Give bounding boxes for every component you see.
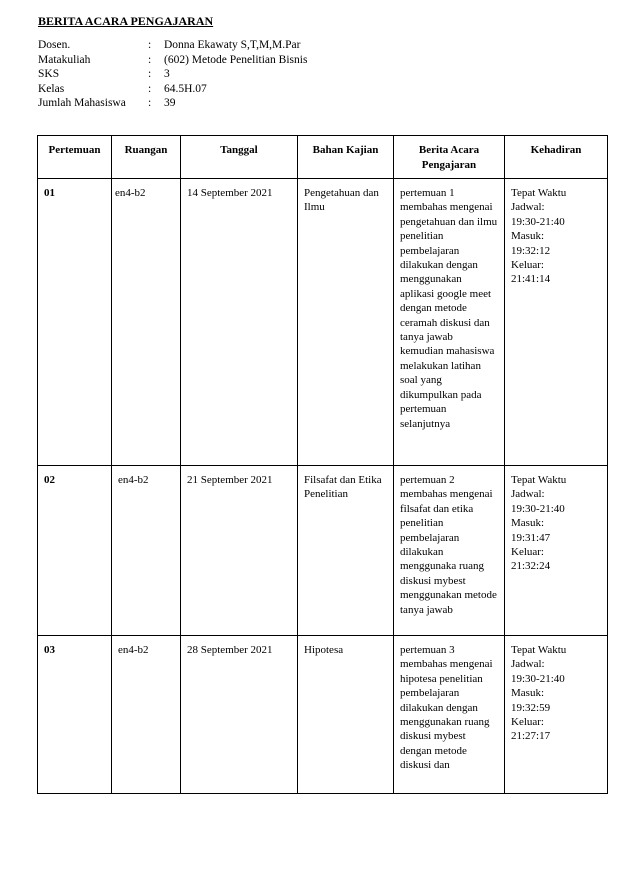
kehadiran-masuk-label: Masuk: [511,687,544,700]
header-kehadiran: Kehadiran [505,136,608,179]
info-label: SKS [38,68,60,80]
cell-kehadiran [505,466,608,636]
info-label: Dosen. [38,39,71,51]
kehadiran-jadwal: 19:30-21:40 [511,502,565,515]
info-label: Jumlah Mahasiswa [38,97,126,109]
cell-ruangan: en4-b2 [112,179,181,466]
cell-bahan-kajian: Filsafat dan Etika Penelitian [298,466,394,636]
header-berita-acara: Berita Acara Pengajaran [394,136,505,179]
table-row [38,466,608,636]
info-label: Kelas [38,82,65,95]
info-separator: : [148,39,152,51]
info-row-dosen [38,38,307,53]
kehadiran-jadwal-label: Jadwal: [511,488,545,501]
attendance-table [37,135,608,794]
kehadiran-jadwal-label: Jadwal: [511,658,545,671]
table-header-row [38,136,608,179]
cell-bahan-kajian: Hipotesa [298,636,394,794]
cell-bahan-kajian: Pengetahuan dan Ilmu [298,179,394,466]
cell-tanggal: 28 September 2021 [181,636,298,794]
kehadiran-jadwal: 19:30-21:40 [511,672,565,685]
info-value: 39 [164,97,176,109]
info-value: Donna Ekawaty S,T,M,M.Par [164,39,301,51]
kehadiran-masuk-label: Masuk: [511,517,544,530]
info-value: (602) Metode Penelitian Bisnis [164,53,308,66]
cell-berita-acara: pertemuan 1 membahas mengenai pengetahuan dan ilmu penelitian pembelajaran dilakukan dengan menggunakan aplikasi google meet dengan metode ceramah diskusi dan tanya jawab kemudian mahasiswa melakukan latihan soal yang dikumpulkan pada pertemuan selanjutnya [394,179,505,466]
cell-berita-acara: pertemuan 2 membahas mengenai filsafat dan etika penelitian pembelajaran dilakukan menggunaka ruang diskusi mybest menggunakan metode tanya jawab [394,466,505,636]
kehadiran-jadwal-label: Jadwal: [511,201,545,214]
info-row-sks [38,67,307,82]
info-separator: : [148,53,152,66]
cell-pertemuan: 01 [38,179,112,466]
header-ruangan: Ruangan [112,136,181,179]
info-block [38,38,307,111]
kehadiran-jadwal: 19:30-21:40 [511,215,565,228]
page-title: BERITA ACARA PENGAJARAN [38,14,214,28]
kehadiran-keluar: 21:32:24 [511,560,551,573]
info-value: 3 [164,68,170,80]
info-label: Matakuliah [38,53,91,66]
info-row-matakuliah [38,53,307,68]
info-row-jumlah-mahasiswa [38,96,307,111]
header-tanggal: Tanggal [181,136,298,179]
kehadiran-status: Tepat Waktu [511,187,567,199]
kehadiran-keluar-label: Keluar: [511,259,544,272]
header-bahan-kajian: Bahan Kajian [298,136,394,179]
table-row [38,636,608,794]
kehadiran-keluar: 21:41:14 [511,273,551,286]
kehadiran-masuk: 19:31:47 [511,531,551,544]
cell-berita-acara: pertemuan 3 membahas mengenai hipotesa penelitian pembelajaran dilakukan dengan menggunakan ruang diskusi mybest dengan metode diskusi dan [394,636,505,794]
info-value: 64.5H.07 [164,82,207,95]
kehadiran-status: Tepat Waktu [511,644,567,656]
cell-pertemuan: 02 [38,466,112,636]
cell-kehadiran [505,636,608,794]
kehadiran-status: Tepat Waktu [511,474,567,486]
info-separator: : [148,68,152,80]
info-row-kelas [38,82,307,97]
kehadiran-keluar-label: Keluar: [511,546,544,559]
kehadiran-keluar: 21:27:17 [511,730,551,743]
cell-pertemuan: 03 [38,636,112,794]
header-pertemuan: Pertemuan [38,136,112,179]
kehadiran-masuk: 19:32:12 [511,244,551,257]
cell-ruangan: en4-b2 [112,636,181,794]
cell-kehadiran [505,179,608,466]
kehadiran-masuk: 19:32:59 [511,701,551,714]
table-row [38,179,608,466]
info-separator: : [148,82,152,95]
cell-tanggal: 21 September 2021 [181,466,298,636]
cell-tanggal: 14 September 2021 [181,179,298,466]
kehadiran-masuk-label: Masuk: [511,230,544,243]
info-separator: : [148,97,152,109]
kehadiran-keluar-label: Keluar: [511,716,544,729]
cell-ruangan: en4-b2 [112,466,181,636]
